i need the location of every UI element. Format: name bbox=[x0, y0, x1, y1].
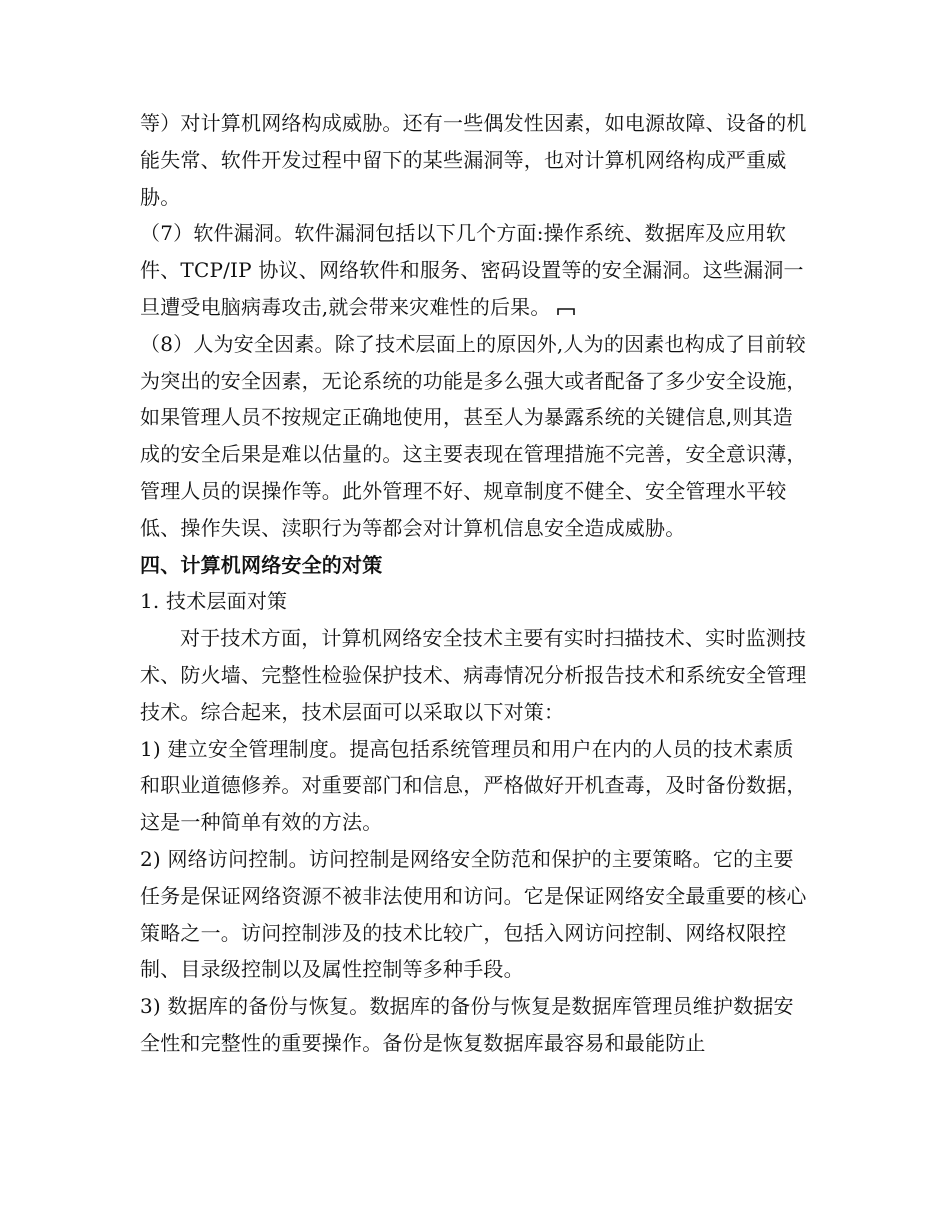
paragraph-technical-overview: 对于技术方面，计算机网络安全技术主要有实时扫描技术、实时监测技术、防火墙、完整性检验保护技术、病毒情况分析报告技术和系统安全管理技术。综合起来，技术层面可以采取以下对策： bbox=[140, 626, 807, 724]
document-body bbox=[140, 105, 810, 1062]
list-item-database-backup: 3) 数据库的备份与恢复。数据库的备份与恢复是数据库管理员维护数据安全性和完整性的重要操作。备份是恢复数据库最容易和最能防止 bbox=[140, 994, 794, 1055]
section-heading-countermeasures: 四、计算机网络安全的对策 bbox=[140, 552, 383, 577]
list-item-access-control: 2) 网络访问控制。访问控制是网络安全防范和保护的主要策略。它的主要任务是保证网络资源不被非法使用和访问。它是保证网络安全最重要的核心策略之一。访问控制涉及的技术比较广，包括入网访问控制、网络权限控制、目录级控制以及属性控制等多种手段。 bbox=[140, 846, 807, 982]
paragraph-software-vulnerabilities-text: （7）软件漏洞。软件漏洞包括以下几个方面:操作系统、数据库及应用软件、TCP/IP 协议、网络软件和服务、密码设置等的安全漏洞。这些漏洞一旦遭受电脑病毒攻击,就会带来灾难性的后果。 bbox=[140, 221, 804, 319]
paragraph-software-vulnerabilities bbox=[140, 215, 810, 325]
paragraph-human-factors: （8）人为安全因素。除了技术层面上的原因外,人为的因素也构成了目前较为突出的安全因素，无论系统的功能是多么强大或者配备了多少安全设施，如果管理人员不按规定正确地使用，甚至人为暴露系统的关键信息,则其造成的安全后果是难以估量的。这主要表现在管理措施不完善，安全意识薄，管理人员的误操作等。此外管理不好、规章制度不健全、安全管理水平较低、操作失误、渎职行为等都会对计算机信息安全造成威胁。 bbox=[140, 331, 807, 540]
list-item-management-system: 1) 建立安全管理制度。提高包括系统管理员和用户在内的人员的技术素质和职业道德修养。对重要部门和信息，严格做好开机查毒，及时备份数据，这是一种简单有效的方法。 bbox=[140, 736, 807, 835]
editing-mark-icon bbox=[557, 291, 575, 301]
subsection-heading-technical: 1. 技术层面对策 bbox=[140, 589, 288, 614]
paragraph-threat-continuation: 等）对计算机网络构成威胁。还有一些偶发性因素，如电源故障、设备的机能失常、软件开发过程中留下的某些漏洞等，也对计算机网络构成严重威胁。 bbox=[140, 111, 807, 209]
